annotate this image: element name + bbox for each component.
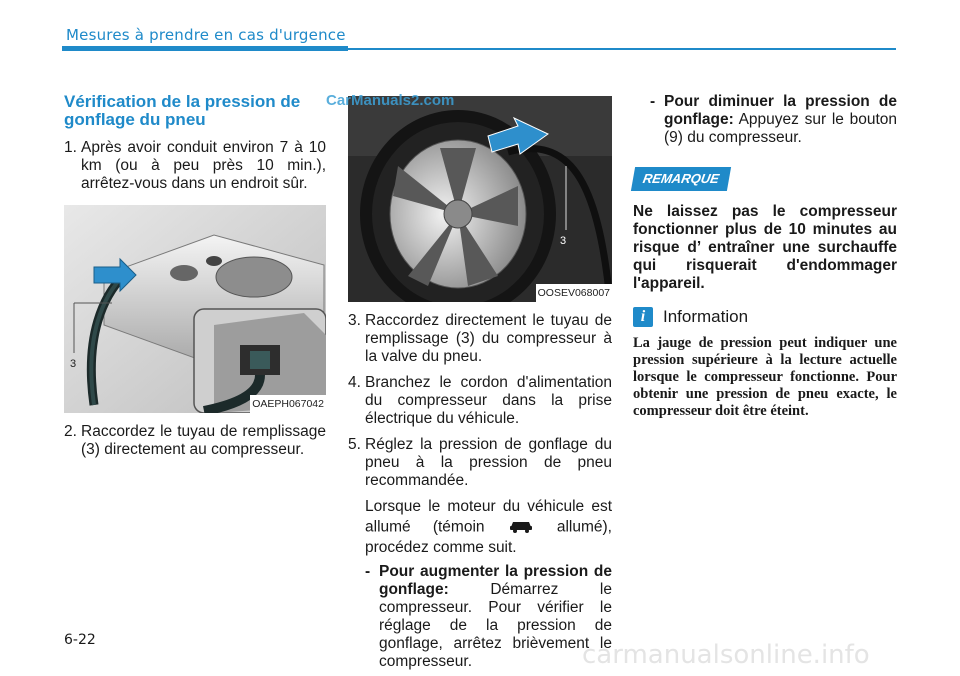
page-number: 6-22	[64, 632, 96, 648]
step-text: Branchez le cordon d'alimentation du compresseur dans la prise électrique du véhicule.	[365, 374, 612, 427]
detail-text-before: Lorsque le moteur du véhicule est allumé (témoin	[365, 498, 612, 536]
step-4	[348, 374, 612, 428]
figure-caption: OOSEV068007	[536, 284, 612, 302]
compressor-illustration	[64, 205, 326, 413]
callout-3: 3	[560, 235, 567, 247]
tire-figure	[348, 96, 612, 302]
step-number: 1.	[64, 139, 77, 156]
info-title: Information	[663, 307, 749, 326]
bullet-dash: -	[365, 563, 371, 580]
bullet-body: Appuyez sur le bouton (9) du compresseur.	[664, 111, 897, 146]
figure-caption: OAEPH067042	[250, 395, 326, 413]
column-right	[633, 93, 897, 420]
step-number: 3.	[348, 312, 361, 329]
column-middle	[348, 96, 612, 671]
bullet-increase	[365, 563, 612, 671]
step-text: Raccordez le tuyau de remplissage (3) directement au compresseur.	[81, 423, 326, 458]
callout-3: 3	[70, 358, 77, 370]
column-left	[64, 93, 326, 467]
info-header	[633, 307, 897, 327]
engine-running-icon	[507, 516, 535, 539]
tire-illustration	[348, 96, 612, 302]
header-rule-thick	[62, 46, 348, 51]
detail-text-after: allumé), procédez comme suit.	[365, 518, 612, 556]
compressor-figure	[64, 205, 326, 413]
section-header-title: Mesures à prendre en cas d'urgence	[66, 26, 346, 44]
bullet-decrease	[650, 93, 897, 147]
info-icon: i	[633, 307, 653, 327]
step-text: Réglez la pression de gonflage du pneu à la pression de pneu recommandée.	[365, 436, 612, 489]
step-2	[64, 423, 326, 459]
step-3	[348, 312, 612, 366]
bullet-body: Démarrez le compresseur. Pour vérifier le réglage de la pression de gonflage, arrêtez brièvement le compresseur.	[379, 581, 612, 670]
note-text: Ne laissez pas le compresseur fonctionner plus de 10 minutes au risque d’ entraîner une surchauffe qui risquerait d'endommager l'appareil.	[633, 203, 897, 292]
step-number: 4.	[348, 374, 361, 391]
watermark-bottom: carmanualsonline.info	[582, 640, 870, 670]
step-1	[64, 139, 326, 193]
bullet-dash: -	[650, 93, 656, 110]
step-number: 5.	[348, 436, 361, 453]
watermark-link: CarManuals2.com	[326, 92, 455, 109]
bullet-text	[379, 563, 612, 671]
step-5	[348, 436, 612, 490]
header-rule-thin	[348, 48, 896, 50]
bullet-label: Pour augmenter la pression de gonflage:	[379, 563, 612, 598]
bullet-text	[664, 93, 897, 147]
step-5-detail	[365, 498, 612, 557]
note-badge: REMARQUE	[631, 167, 731, 191]
info-text: La jauge de pression peut indiquer une pression supérieure à la lecture actuelle lorsque le compresseur fonctionne. Pour obtenir une pression de pneu exacte, le compresseur doit être éteint.	[633, 335, 897, 419]
step-text: Raccordez directement le tuyau de remplissage (3) du compresseur à la valve du pneu.	[365, 312, 612, 365]
bullet-label: Pour diminuer la pression de gonflage:	[664, 93, 897, 128]
section-title: Vérification de la pression de gonflage du pneu	[64, 92, 301, 129]
step-number: 2.	[64, 423, 77, 440]
step-text: Après avoir conduit environ 7 à 10 km (ou à peu près 10 min.), arrêtez-vous dans un endroit sûr.	[81, 139, 326, 192]
